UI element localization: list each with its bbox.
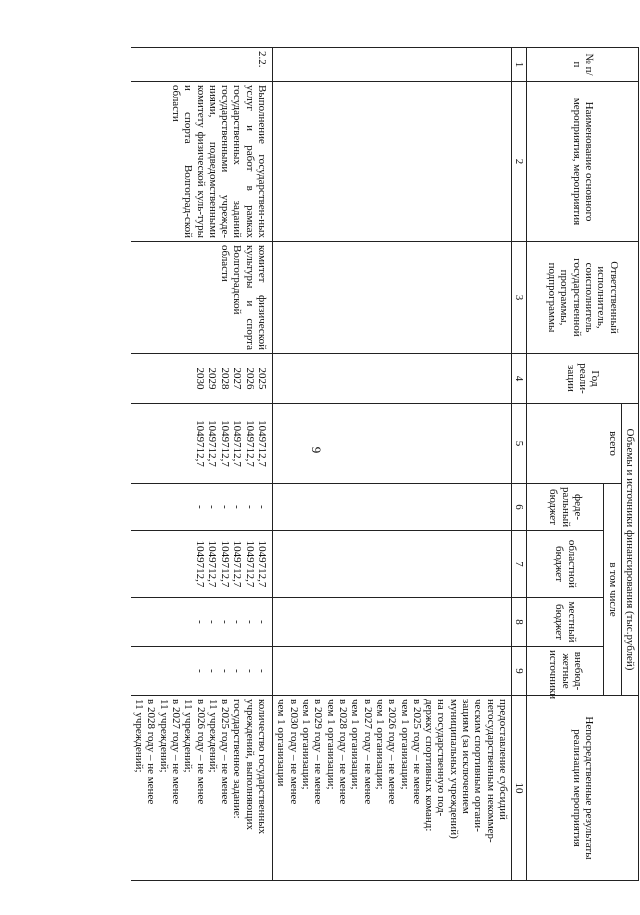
total-value: 1049712,7	[231, 420, 244, 467]
regional-value: 1049712,7	[206, 540, 219, 588]
total-value: 1049712,7	[206, 420, 219, 467]
results-line: чем 1 организации;	[349, 699, 362, 790]
results-line: чем 1 организации;	[373, 699, 386, 790]
year-value: 2026	[243, 367, 256, 390]
extra-value: -	[231, 669, 244, 673]
regional-cell	[131, 531, 273, 598]
results-line: в 2028 году – не менее	[145, 699, 158, 805]
column-number: 5	[512, 404, 527, 484]
federal-value: -	[243, 505, 256, 509]
regional-value: 1049712,7	[231, 540, 244, 588]
total-value: 1049712,7	[193, 420, 206, 467]
header-extra: внебюд-жетные источники	[527, 647, 604, 696]
column-number: 6	[512, 484, 527, 531]
results-line: в 2027 году – не менее	[169, 699, 182, 805]
results-line: в 2026 году – не менее	[194, 699, 207, 805]
page-number: 9	[309, 446, 324, 454]
results-cell	[131, 696, 273, 881]
table-row	[131, 48, 273, 881]
regional-value: 1049712,7	[256, 540, 269, 588]
federal-value: -	[218, 505, 231, 509]
results-line: предоставление субсидий	[497, 699, 510, 820]
results-line: негосударственным некоммер-	[484, 699, 497, 843]
results-line: муниципальных учреждений)	[447, 699, 460, 839]
local-value: -	[206, 620, 219, 624]
results-line: 11 учреждений;	[182, 699, 195, 773]
header-including: в том числе	[604, 484, 621, 696]
results-line: ческим спортивным органи-	[472, 699, 485, 832]
regional-value: 1049712,7	[193, 540, 206, 588]
column-number: 10	[512, 696, 527, 881]
column-number: 9	[512, 647, 527, 696]
results-line: учреждений, выполняющих	[243, 699, 256, 831]
results-line: 11 учреждений;	[206, 699, 219, 773]
column-number: 2	[512, 82, 527, 242]
extra-value: -	[256, 669, 269, 673]
extra-value: -	[218, 669, 231, 673]
federal-value: -	[193, 505, 206, 509]
row-number: 2.2.	[131, 48, 273, 82]
results-line: в 2025 году – не менее	[219, 699, 232, 805]
years-cell	[131, 354, 273, 404]
column-number: 7	[512, 531, 527, 598]
results-line: чем 1 организации	[275, 699, 288, 787]
results-line: в 2028 году – не менее	[337, 699, 349, 805]
federal-value: -	[206, 505, 219, 509]
header-results: Непосредственные результаты реализации мероприятия	[527, 696, 639, 881]
results-line: на государственную под-	[435, 699, 448, 817]
total-value: 1049712,7	[256, 420, 269, 467]
previous-results-cell	[273, 696, 512, 881]
results-line: чем 1 организации;	[300, 699, 313, 790]
local-value: -	[218, 620, 231, 624]
results-line: 11 учреждений;	[157, 699, 170, 773]
header-financing: Объемы и источники финансирования (тыс.рублей)	[621, 404, 638, 696]
column-number: 1	[512, 48, 527, 82]
extra-cell	[131, 647, 273, 696]
results-line: в 2029 году – не менее	[312, 699, 325, 805]
results-line: в 2030 году – не менее	[287, 699, 300, 805]
local-cell	[131, 598, 273, 647]
results-line: в 2025 году – не менее	[410, 699, 423, 805]
year-value: 2027	[231, 367, 244, 390]
total-cell	[131, 404, 273, 484]
federal-value: -	[256, 505, 269, 509]
results-line: в 2026 году – не менее	[386, 699, 399, 805]
header-federal: феде-ральный бюджет	[527, 484, 604, 531]
results-line: держку спортивных команд:	[423, 699, 436, 832]
header-name: Наименование основного мероприятия, мероприятия	[527, 82, 639, 242]
rotated-table-area	[93, 47, 639, 880]
extra-value: -	[206, 669, 219, 673]
header-local: местный бюджет	[527, 598, 604, 647]
extra-value: -	[243, 669, 256, 673]
results-line: государственное задание:	[231, 699, 244, 819]
header-responsible: Ответственный исполнитель, соисполнитель государственной программы, подпрограммы	[527, 242, 639, 354]
federal-cell	[131, 484, 273, 531]
results-line: в 2027 году – не менее	[361, 699, 374, 805]
column-number: 4	[512, 354, 527, 404]
program-table	[131, 47, 639, 881]
total-value: 1049712,7	[218, 420, 231, 467]
column-number: 3	[512, 242, 527, 354]
results-line: зациям (за исключением	[460, 699, 473, 814]
header-regional: областной бюджет	[527, 531, 604, 598]
local-value: -	[243, 620, 256, 624]
results-line: количество государственных	[256, 699, 269, 835]
federal-value: -	[231, 505, 244, 509]
local-value: -	[256, 620, 269, 624]
regional-value: 1049712,7	[218, 540, 231, 588]
column-number: 8	[512, 598, 527, 647]
header-total: всего	[527, 404, 621, 484]
year-value: 2030	[193, 367, 206, 390]
regional-value: 1049712,7	[243, 540, 256, 588]
year-value: 2029	[206, 367, 219, 390]
column-number-row	[512, 48, 527, 881]
continuation-row	[273, 48, 512, 881]
year-value: 2025	[256, 367, 269, 390]
results-line: чем 1 организации;	[324, 699, 337, 790]
extra-value: -	[193, 669, 206, 673]
results-line: чем 1 организации;	[398, 699, 411, 790]
header-year: Год реали-зации	[527, 354, 639, 404]
header-num: № п/п	[527, 48, 639, 82]
local-value: -	[231, 620, 244, 624]
local-value: -	[193, 620, 206, 624]
total-value: 1049712,7	[243, 420, 256, 467]
responsible-executor: комитет физической культуры и спорта Волгоградской области	[131, 242, 273, 354]
activity-name: Выполнение государствен-ных услуг и работ в рамках государственных заданий государственными учрежде-ниями, подведомственными комитету физической куль-туры и спорта Волгоград-ской области	[131, 82, 273, 242]
results-line: 11 учреждений;	[133, 699, 145, 773]
year-value: 2028	[218, 367, 231, 390]
